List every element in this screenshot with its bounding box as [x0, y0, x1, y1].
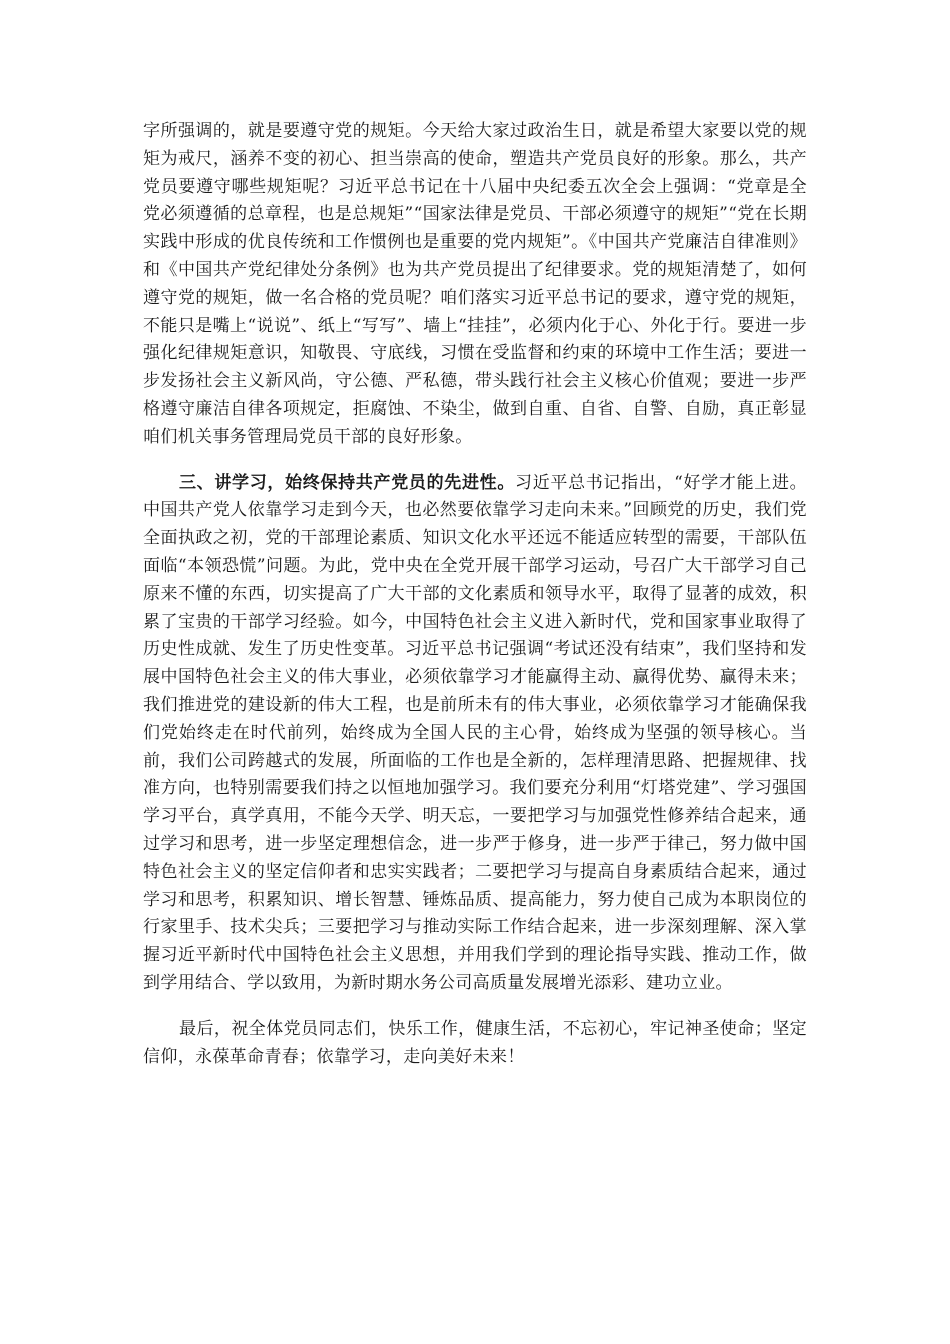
paragraph-rules — [143, 118, 807, 452]
paragraph-text: 最后，祝全体党员同志们，快乐工作，健康生活，不忘初心，牢记神圣使命；坚定信仰，永葆革命青春；依靠学习，走向美好未来！ — [143, 1018, 807, 1067]
paragraph-text: 字所强调的，就是要遵守党的规矩。今天给大家过政治生日，就是希望大家要以党的规矩为戒尺，涵养不变的初心、担当崇高的使命，塑造共产党员良好的形象。那么，共产党员要遵守哪些规矩呢？习近平总书记在十八届中央纪委五次全会上强调：“党章是全党必须遵循的总章程，也是总规矩”“国家法律是党员、干部必须遵守的规矩”“党在长期实践中形成的优良传统和工作惯例也是重要的党内规矩”。《中国共产党廉洁自律准则》和《中国共产党纪律处分条例》也为共产党员提出了纪律要求。党的规矩清楚了，如何遵守党的规矩，做一名合格的党员呢？咱们落实习近平总书记的要求，遵守党的规矩，不能只是嘴上“说说”、纸上“写写”、墙上“挂挂”，必须内化于心、外化于行。要进一步强化纪律规矩意识，知敬畏、守底线，习惯在受监督和约束的环境中工作生活；要进一步发扬社会主义新风尚，守公德、严私德，带头践行社会主义核心价值观；要进一步严格遵守廉洁自律各项规定，拒腐蚀、不染尘，做到自重、自省、自警、自励，真正彰显咱们机关事务管理局党员干部的良好形象。 — [143, 121, 807, 447]
paragraph-text: 习近平总书记指出，“好学才能上进。中国共产党人依靠学习走到今天，也必然要依靠学习走向未来。”回顾党的历史，我们党全面执政之初，党的干部理论素质、知识文化水平还远不能适应转型的需要，干部队伍面临“本领恐慌”问题。为此，党中央在全党开展干部学习运动，号召广大干部学习自己原来不懂的东西，切实提高了广大干部的文化素质和领导水平，取得了显著的成效，积累了宝贵的干部学习经验。如今，中国特色社会主义进入新时代，党和国家事业取得了历史性成就、发生了历史性变革。习近平总书记强调“考试还没有结束”，我们坚持和发展中国特色社会主义的伟大事业，必须依靠学习才能赢得主动、赢得优势、赢得未来；我们推进党的建设新的伟大工程，也是前所未有的伟大事业，必须依靠学习才能确保我们党始终走在时代前列，始终成为全国人民的主心骨，始终成为坚强的领导核心。当前，我们公司跨越式的发展，所面临的工作也是全新的，怎样理清思路、把握规律、找准方向，也特别需要我们持之以恒地加强学习。我们要充分利用“灯塔党建”、学习强国学习平台，真学真用，不能今天学、明天忘，一要把学习与加强党性修养结合起来，通过学习和思考，进一步坚定理想信念，进一步严于修身，进一步严于律己，努力做中国特色社会主义的坚定信仰者和忠实实践者；二要把学习与提高自身素质结合起来，通过学习和思考，积累知识、增长智慧、锤炼品质、提高能力，努力使自己成为本职岗位的行家里手、技术尖兵；三要把学习与推动实际工作结合起来，进一步深刻理解、深入掌握习近平新时代中国特色社会主义思想，并用我们学到的理论指导实践、推动工作，做到学用结合、学以致用，为新时期水务公司高质量发展增光添彩、建功立业。 — [143, 472, 808, 993]
section-heading: 三、讲学习，始终保持共产党员的先进性。 — [179, 472, 516, 493]
paragraph-closing — [143, 1016, 807, 1072]
document-page — [143, 118, 807, 1071]
paragraph-learning — [143, 470, 807, 998]
